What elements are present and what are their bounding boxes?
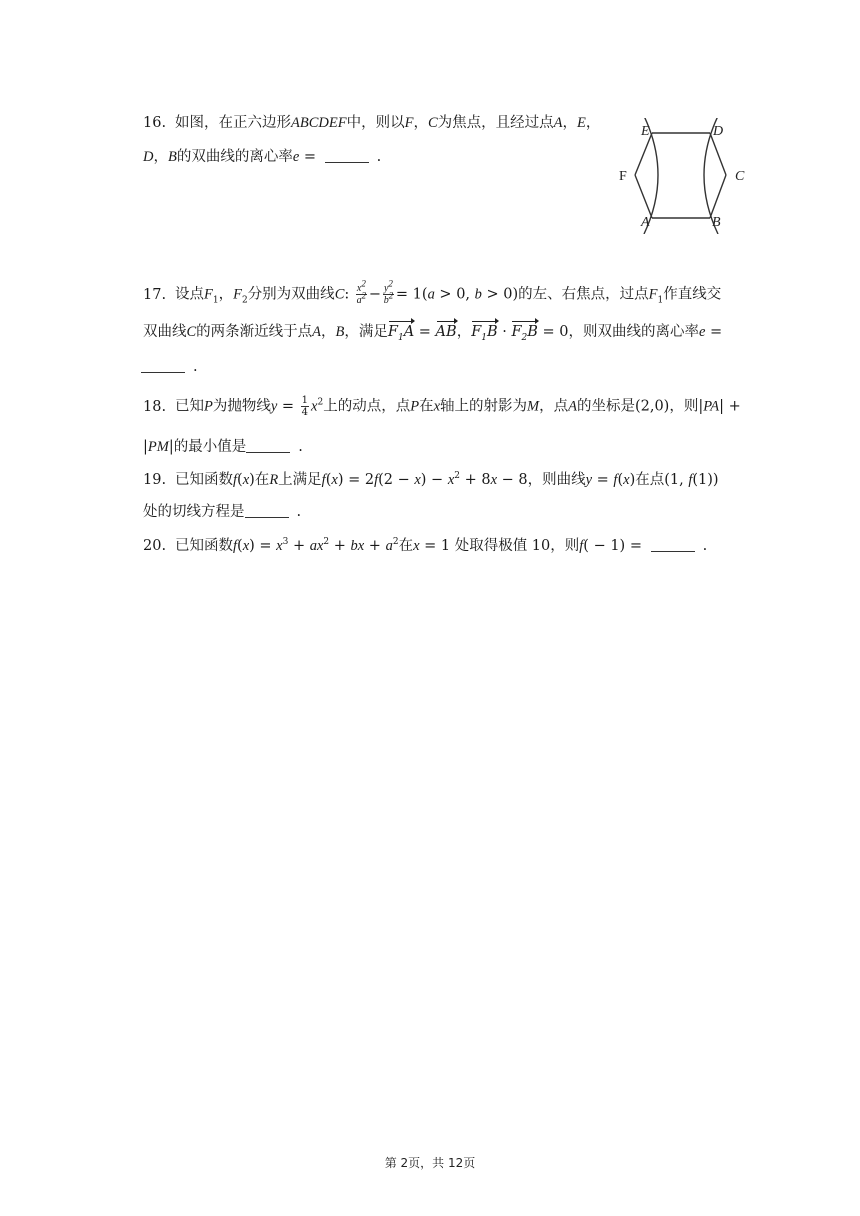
label-A: A bbox=[641, 215, 650, 230]
q18-number: 18. bbox=[143, 398, 167, 415]
q19-line-1: 19. 已知函数f(x)在R上满足$f(x) = 2f(2 - x) - x^2 + 8x - 8$，则曲线y = f(x)在点(1, f(1)) bbox=[143, 471, 719, 488]
label-C: C bbox=[735, 169, 745, 184]
answer-blank bbox=[325, 150, 369, 163]
answer-blank bbox=[245, 505, 289, 518]
label-E: E bbox=[641, 124, 650, 139]
label-B: B bbox=[712, 215, 721, 230]
answer-blank bbox=[246, 440, 290, 453]
label-F: F bbox=[619, 169, 627, 184]
q18-line-1: 18. 已知P为抛物线y = $\frac{1}{4}$ $x^2$上的动点，点P在x轴上的射影为M，点A的坐标是(2,0)，则|PA| + bbox=[143, 395, 741, 418]
q19-line-2: 处的切线方程是 . bbox=[143, 504, 302, 520]
q20-line-1: 20. 已知函数$f(x) = x^3 + ax^2$ + bx + $a^2$在x = 1 处取得极值 10，则f( − 1) = . bbox=[143, 537, 708, 554]
answer-blank bbox=[141, 360, 185, 373]
hexagon-hyperbola-figure bbox=[612, 118, 762, 234]
q16-line-1: 16. 如图，在正六边形ABCDEF中，则以F，C为焦点，且经过点A，E， bbox=[143, 115, 601, 131]
q17-line-1: 17. 设点$F_1$，$F_2$分别为双曲线C: $\frac{x^2}{a^2}$ − $\frac{y^2}{b^2}$ = 1(a > 0, b > 0)的左、右焦点，过点$F_1$作直线交 bbox=[143, 278, 722, 306]
answer-blank bbox=[651, 539, 695, 552]
q16-number: 16. bbox=[143, 115, 167, 131]
q16-line-2: D，B的双曲线的离心率e = . bbox=[143, 149, 382, 165]
page-footer: 第 2页，共 12页 bbox=[384, 1156, 476, 1170]
q20-number: 20. bbox=[143, 538, 167, 554]
q17-line-2: 双曲线C的两条渐近线于点A，B，满足$F_1A$ = AB，$F_1B \cdot F_2B = 0$，则双曲线的离心率e = bbox=[143, 324, 723, 343]
q17-number: 17. bbox=[143, 286, 167, 303]
label-D: D bbox=[713, 124, 724, 139]
q19-number: 19. bbox=[143, 472, 167, 488]
q17-line-3: . bbox=[141, 357, 198, 377]
q18-line-2: |PM|的最小值是 . bbox=[143, 439, 303, 455]
